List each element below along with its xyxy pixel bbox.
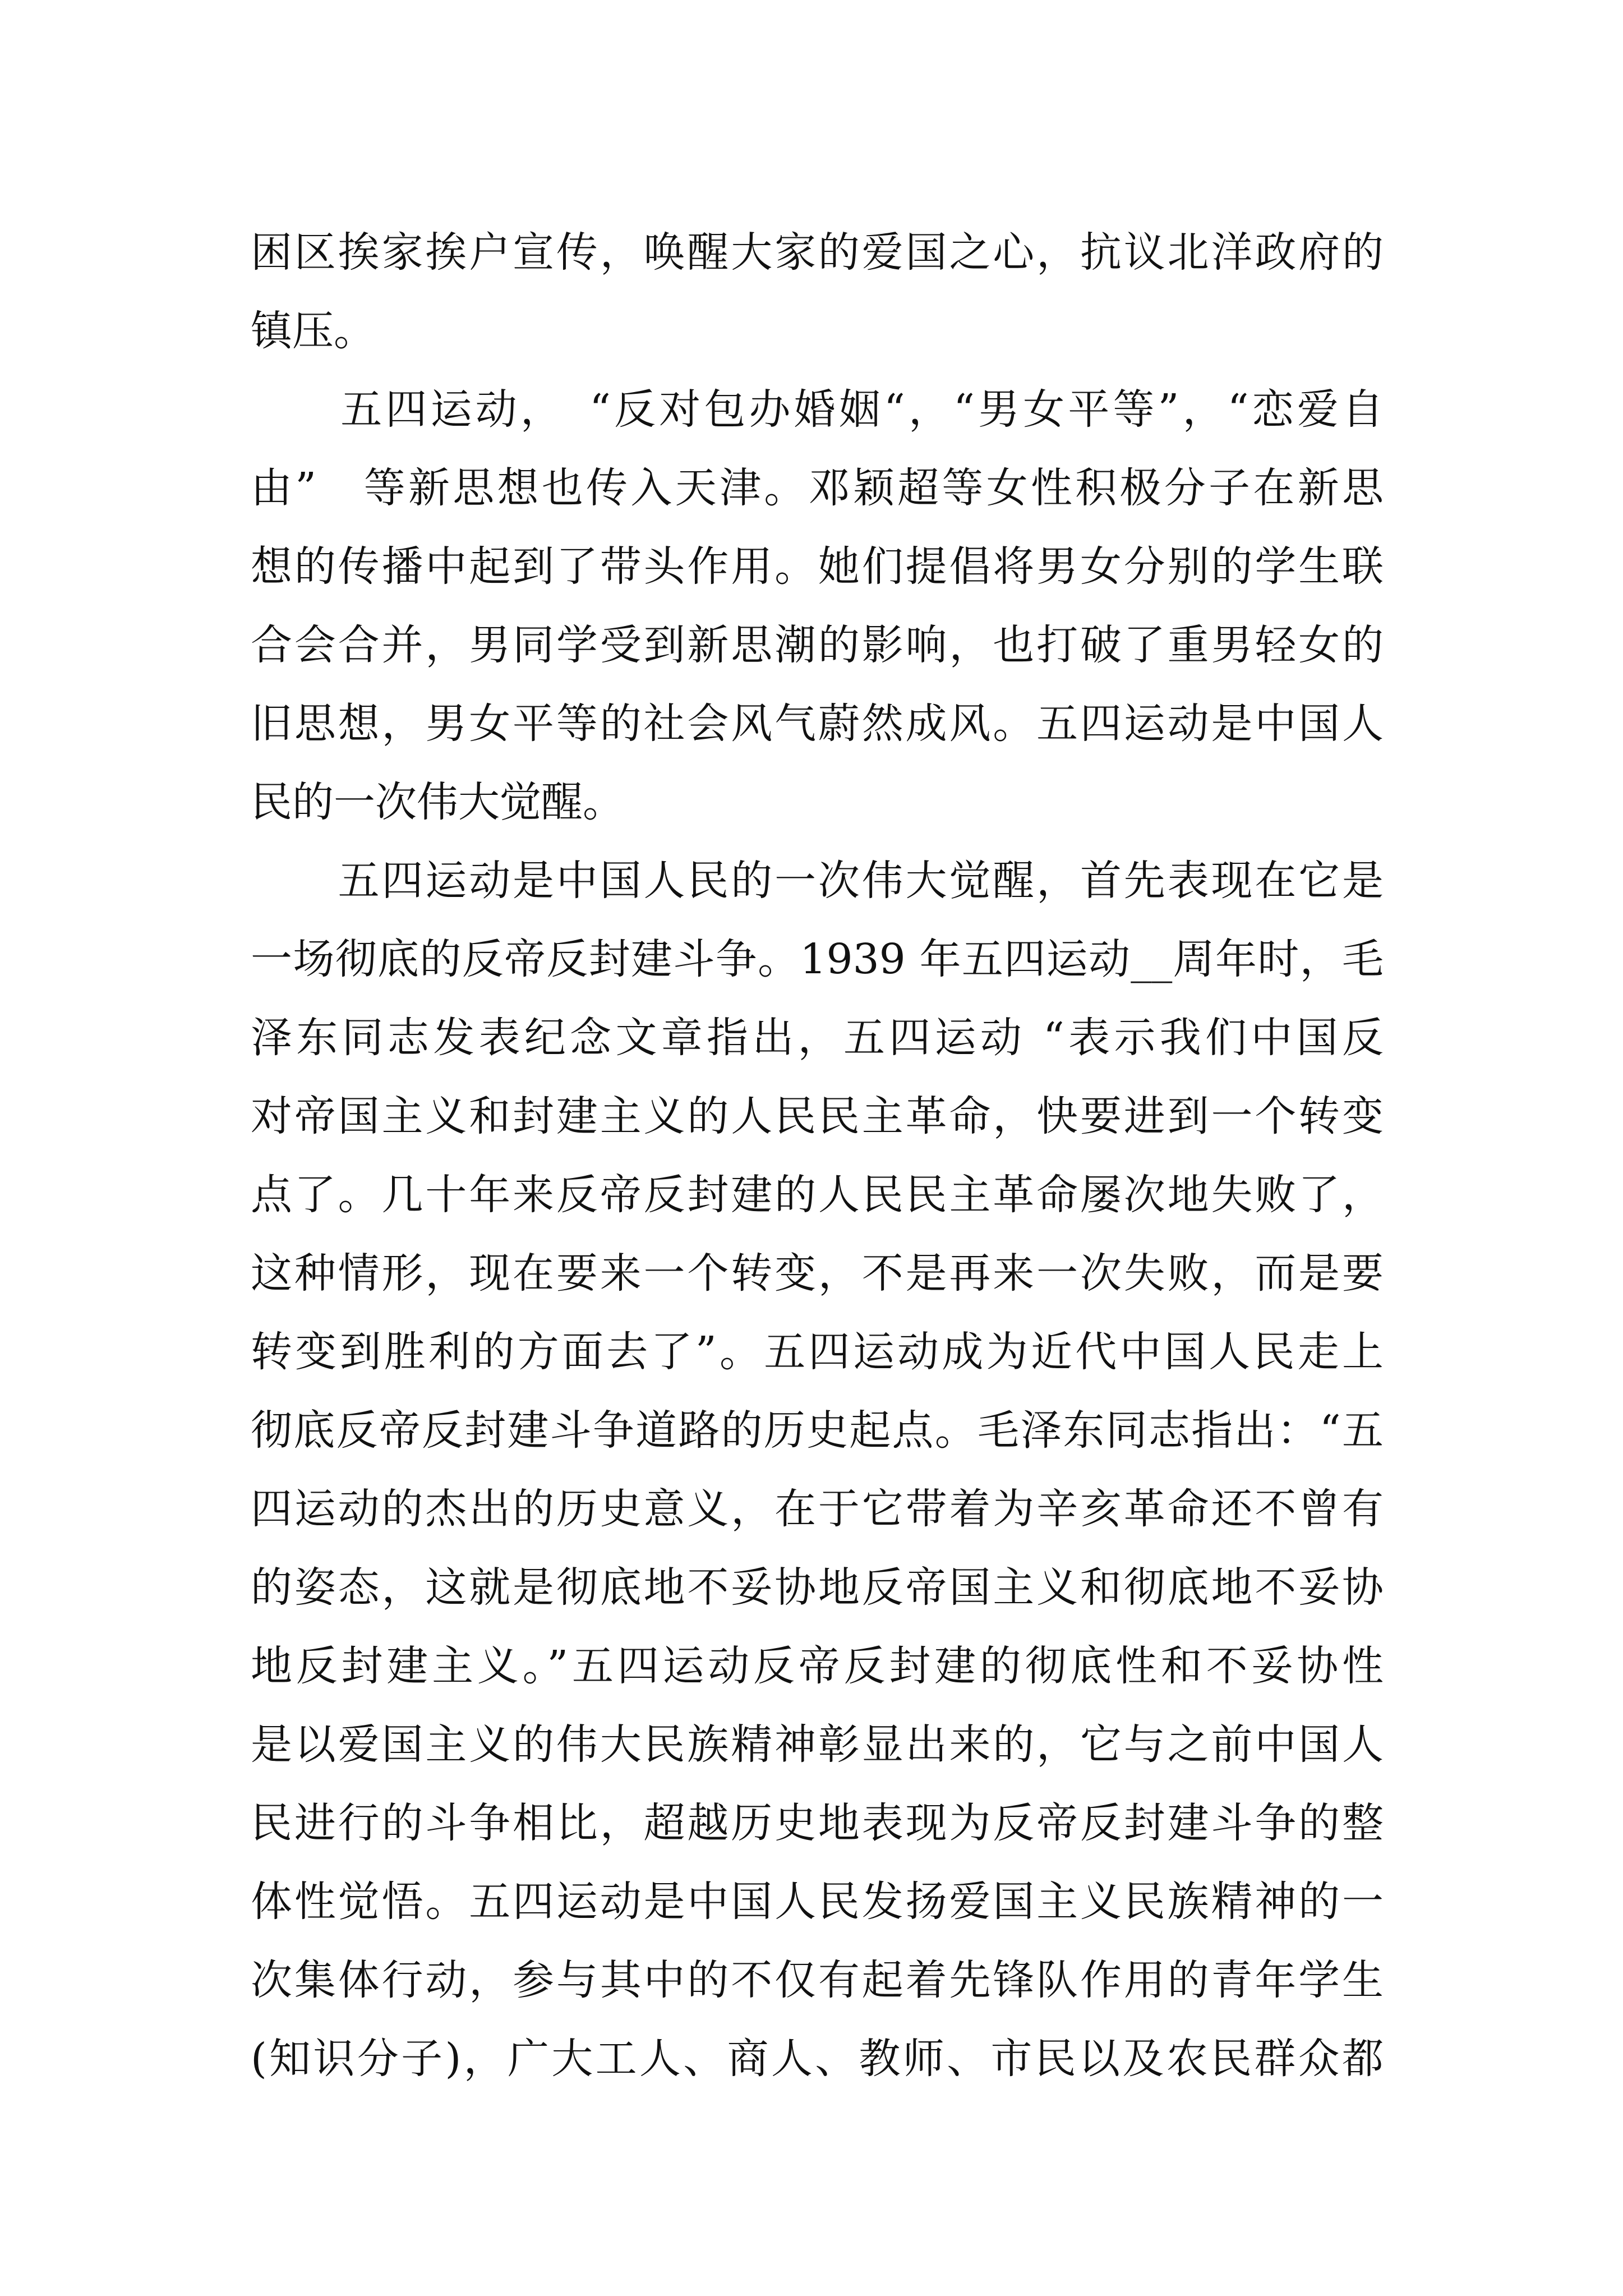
text-line: 五四运动是中国人民的一次伟大觉醒，首先表现在它是	[251, 857, 1384, 905]
text-line: 彻底反帝反封建斗争道路的历史起点。毛泽东同志指出：“五	[251, 1406, 1384, 1455]
text-line: 四运动的杰出的历史意义，在于它带着为辛亥革命还不曾有	[251, 1485, 1384, 1533]
text-line: 是以爱国主义的伟大民族精神彰显出来的，它与之前中国人	[251, 1720, 1384, 1769]
text-line: 民进行的斗争相比，超越历史地表现为反帝反封建斗争的整	[251, 1799, 1384, 1847]
text-line: 转变到胜利的方面去了”。五四运动成为近代中国人民走上	[251, 1328, 1384, 1376]
text-line: 五四运动， “反对包办婚姻“，“男女平等”，“恋爱自	[251, 385, 1384, 434]
text-line: (知识分子)，广大工人、商人、教师、市民以及农民群众都	[251, 2035, 1384, 2083]
text-line: 困区挨家挨户宣传，唤醒大家的爱国之心，抗议北洋政府的	[251, 228, 1384, 277]
text-line: 泽东同志发表纪念文章指出，五四运动 “表示我们中国反	[251, 1014, 1384, 1062]
text-line: 的姿态，这就是彻底地不妥协地反帝国主义和彻底地不妥协	[251, 1563, 1384, 1612]
text-line: 一场彻底的反帝反封建斗争。1939 年五四运动__周年时，毛	[251, 935, 1384, 983]
text-line: 地反封建主义。”五四运动反帝反封建的彻底性和不妥协性	[251, 1642, 1384, 1690]
text-line: 体性觉悟。五四运动是中国人民发扬爱国主义民族精神的一	[251, 1878, 1384, 1926]
text-line: 想的传播中起到了带头作用。她们提倡将男女分别的学生联	[251, 542, 1384, 591]
text-line: 合会合并，男同学受到新思潮的影响，也打破了重男轻女的	[251, 621, 1384, 669]
text-line: 点了。几十年来反帝反封建的人民民主革命屡次地失败了，	[251, 1171, 1384, 1219]
body-text	[251, 213, 1384, 2098]
text-line: 镇压。	[251, 307, 375, 355]
paragraph-2	[251, 370, 1384, 841]
text-line: 由” 等新思想也传入天津。邓颖超等女性积极分子在新思	[251, 464, 1384, 512]
text-line: 这种情形，现在要来一个转变，不是再来一次失败，而是要	[251, 1249, 1384, 1297]
paragraph-1	[251, 213, 1384, 370]
text-line: 旧思想，男女平等的社会风气蔚然成风。五四运动是中国人	[251, 700, 1384, 748]
paragraph-3	[251, 841, 1384, 2098]
text-line: 次集体行动，参与其中的不仅有起着先锋队作用的青年学生	[251, 1956, 1384, 2004]
text-line: 民的一次伟大觉醒。	[251, 778, 624, 826]
text-line: 对帝国主义和封建主义的人民民主革命，快要进到一个转变	[251, 1092, 1384, 1140]
